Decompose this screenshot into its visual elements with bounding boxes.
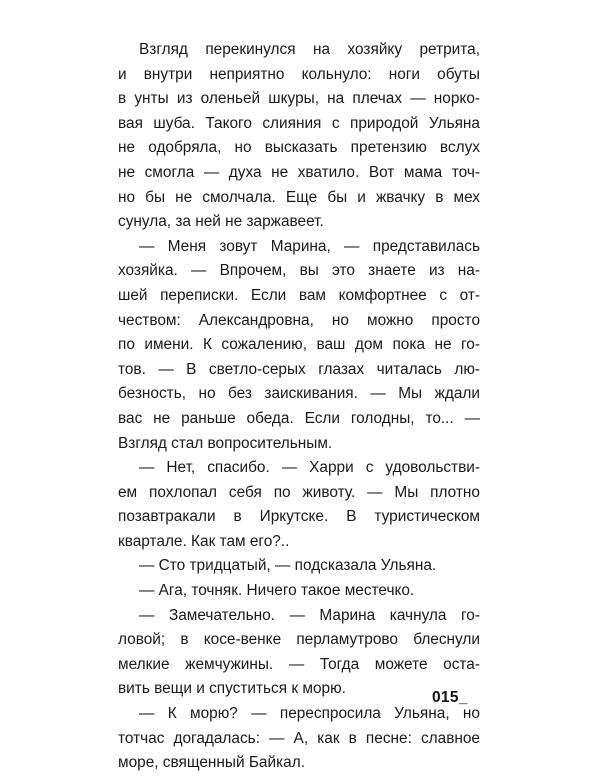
- page-number: 015_: [432, 689, 468, 706]
- text-line: море, священный Байкал.: [118, 754, 305, 772]
- text-line: — Замечательно. — Марина качнула го-: [139, 606, 480, 624]
- text-line: безность, но без заискивания. — Мы ждали: [118, 385, 480, 403]
- text-line: по имени. К сожалению, ваш дом пока не го-: [118, 336, 480, 354]
- text-line: вая шуба. Такого слияния с природой Ульяна: [118, 114, 480, 132]
- text-line: и внутри неприятно кольнуло: ноги обуты: [118, 65, 480, 83]
- text-line: не смогла — духа не хватило. Вот мама точ-: [118, 163, 480, 181]
- text-line: тотчас догадалась: — А, как в песне: славное: [118, 729, 480, 747]
- text-line: в унты из оленьей шкуры, на плечах — норко-: [118, 90, 480, 108]
- text-line: квартале. Как там его?..: [118, 532, 290, 550]
- text-line: не одобряла, но высказать претензию вслух: [118, 139, 480, 157]
- text-line: вить вещи и спуститься к морю.: [118, 680, 346, 698]
- text-line: чеством: Александровна, но можно просто: [118, 311, 480, 329]
- text-line: Взгляд перекинулся на хозяйку ретрита,: [139, 41, 480, 58]
- body-text: [118, 38, 480, 776]
- text-line: — Ага, точняк. Ничего такое местечко.: [139, 582, 415, 600]
- text-line: ем похлопал себя по животу. — Мы плотно: [118, 483, 480, 501]
- text-line: — К морю? — переспросила Ульяна, но: [139, 705, 480, 723]
- text-line: тов. — В светло-серых глазах читалась лю-: [118, 360, 480, 378]
- text-line: шей переписки. Если вам комфортнее с от-: [118, 286, 480, 304]
- text-line: хозяйка. — Впрочем, вы это знаете из на-: [118, 262, 480, 280]
- text-line: мелкие жемчужины. — Тогда можете оста-: [118, 655, 480, 673]
- text-line: — Меня зовут Марина, — представилась: [139, 237, 480, 255]
- text-line: вас не раньше обеда. Если голодны, то... —: [118, 409, 480, 427]
- text-line: — Сто тридцатый, — подсказала Ульяна.: [139, 557, 437, 575]
- text-line: Взгляд стал вопросительным.: [118, 434, 333, 452]
- text-line: но бы не смолчала. Еще бы и жвачку в мех: [118, 188, 480, 206]
- text-line: ловой; в косе-венке перламутрово блеснули: [118, 631, 480, 649]
- text-line: — Нет, спасибо. — Харри с удовольстви-: [139, 459, 480, 477]
- text-line: сунула, за ней не заржавеет.: [118, 213, 324, 231]
- text-line: позавтракали в Иркутске. В туристическом: [118, 508, 480, 526]
